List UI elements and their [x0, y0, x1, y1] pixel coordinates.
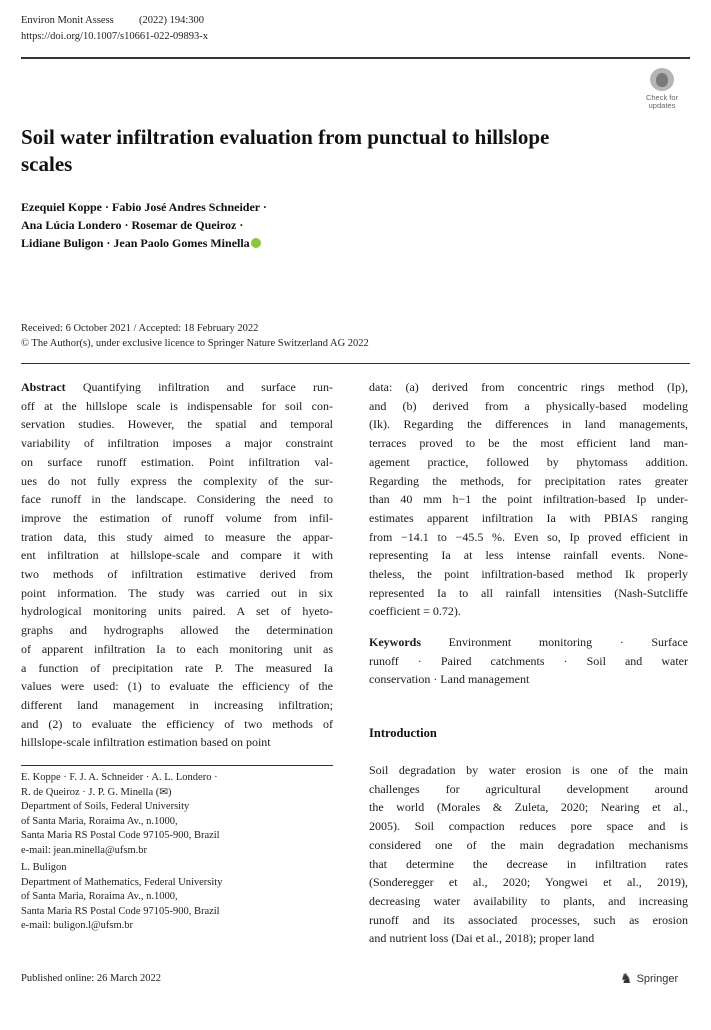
journal-volume: (2022) 194:300 — [139, 15, 205, 26]
section-rule — [21, 363, 690, 364]
affiliation-line: R. de Queiroz · J. P. G. Minella (✉) — [21, 786, 172, 798]
abstract-line: (Ik). Regarding the differences in land managements, — [369, 417, 688, 432]
abstract-line: point information. The study was carried out in six — [21, 585, 333, 600]
article-title: Soil water infiltration evaluation from punctual to hillslope scales — [21, 125, 550, 176]
introduction-line: (Sonderegger et al., 2020; Yongwei et al., 2019), — [369, 875, 688, 890]
check-for-updates-icon — [650, 68, 674, 91]
abstract-line: improve the estimation of runoff volume from infil- — [21, 510, 333, 525]
keywords-line-text: Environment monitoring · Surface — [448, 635, 688, 649]
springer-logo — [620, 970, 678, 987]
abstract-right-column — [369, 378, 688, 621]
affiliation-line: Santa Maria RS Postal Code 97105-900, Brazil — [21, 830, 220, 841]
affiliation-line: Department of Soils, Federal University — [21, 801, 190, 812]
abstract-line: of apparent infiltration Ia to each monitoring unit as — [21, 641, 333, 656]
abstract-label: Abstract — [21, 380, 66, 394]
footnote-rule — [21, 765, 333, 766]
orcid-icon[interactable] — [251, 238, 261, 248]
affiliation-line: of Santa Maria, Roraima Av., n.1000, — [21, 891, 178, 902]
introduction-line: 2005). Soil compaction reduces pore space and is — [369, 819, 688, 834]
abstract-line: represented Ia to all rainfall intensities (Nash-Sutcliffe — [369, 585, 688, 600]
journal-name: Environ Monit Assess — [21, 15, 114, 26]
abstract-line: hydrological monitoring units paired. A set of hyeto- — [21, 604, 333, 619]
keywords-line — [369, 633, 688, 652]
published-online: Published online: 26 March 2022 — [21, 973, 161, 984]
abstract-line: face runoff in the landscape. Considering the need to — [21, 492, 333, 507]
author-line: Ezequiel Koppe · Fabio José Andres Schneider · — [21, 200, 267, 214]
abstract-line: estimates apparent infiltration Ia with PBIAS ranging — [369, 510, 688, 525]
journal-header — [21, 14, 204, 28]
abstract-line: theless, the point infiltration-based method Ik properly — [369, 567, 688, 582]
affiliation-line: of Santa Maria, Roraima Av., n.1000, — [21, 815, 178, 827]
author-list — [21, 198, 267, 252]
keywords — [369, 633, 688, 689]
abstract-line: off at the hillslope scale is indispensable for soil con- — [21, 398, 333, 413]
abstract-line: terraces proved to be the most efficient land man- — [369, 436, 688, 451]
introduction-line: and nutrient loss (Dai et al., 2018); proper land — [369, 931, 595, 946]
abstract-line: different land management in increasing infiltration; — [21, 697, 333, 712]
abstract-line: Regarding the methods, for precipitation rates greater — [369, 473, 688, 488]
badge-line1: Check for — [645, 93, 679, 102]
abstract-line: ues do not fully express the complexity of the sur- — [21, 473, 333, 488]
abstract-line: graphs and hydrographs allowed the determination — [21, 623, 333, 638]
publisher-name: Springer — [636, 972, 679, 985]
abstract-line: and (2) to evaluate the efficiency of two methods of — [21, 716, 333, 731]
abstract-line: than 40 mm h−1 the point infiltration-based Ip under- — [369, 492, 688, 507]
abstract-line: variability of infiltration imposes a major constraint — [21, 436, 333, 451]
introduction-line: considered one of the main degradation mechanisms — [369, 837, 688, 852]
abstract-line: agement practice, followed by phytomass addition. — [369, 454, 688, 469]
author-line: Ana Lúcia Londero · Rosemar de Queiroz · — [21, 218, 244, 232]
introduction-text — [369, 761, 688, 948]
copyright-line: © The Author(s), under exclusive licence to Springer Nature Switzerland AG 2022 — [21, 338, 369, 349]
introduction-line: the world (Morales & Zuleta, 2020; Nearing et al., — [369, 800, 688, 815]
keywords-line: conservation · Land management — [369, 672, 530, 687]
abstract-line-text: Quantifying infiltration and surface run- — [82, 380, 333, 394]
affiliation-line: L. Buligon — [21, 862, 67, 873]
abstract-line: two methods of infiltration estimative derived from — [21, 567, 333, 582]
introduction-line: decreasing water availability to plants, and increasing — [369, 893, 688, 908]
keywords-label: Keywords — [369, 635, 421, 649]
introduction-line: runoff and its associated processes, such as erosion — [369, 912, 688, 927]
springer-horse-icon: ♞ — [620, 970, 633, 986]
keywords-line: runoff · Paired catchments · Soil and water — [369, 653, 688, 668]
abstract-left-column — [21, 378, 333, 752]
affiliation-block-1 — [21, 771, 220, 858]
abstract-line: representing Ia at less intense rainfall events. None- — [369, 548, 688, 563]
abstract-line: on surface runoff estimation. Point infiltration val- — [21, 454, 333, 469]
abstract-line: values were used: (1) to evaluate the efficiency of the — [21, 679, 333, 694]
affiliation-block-2 — [21, 861, 222, 934]
affiliation-line: Department of Mathematics, Federal University — [21, 876, 223, 888]
abstract-line: data: (a) derived from concentric rings method (Ip), — [369, 380, 688, 394]
abstract-line: tration data, this study aimed to measure the appar- — [21, 529, 333, 544]
introduction-heading: Introduction — [369, 726, 437, 740]
abstract-line: coefficient = 0.72). — [369, 604, 461, 619]
abstract-line: hillslope-scale infiltration estimation based on point — [21, 735, 271, 750]
doi-link[interactable]: https://doi.org/10.1007/s10661-022-09893-x — [21, 31, 209, 42]
author-line: Lidiane Buligon · Jean Paolo Gomes Minella — [21, 234, 267, 252]
received-accepted: Received: 6 October 2021 / Accepted: 18 February 2022 — [21, 323, 259, 334]
abstract-line: a function of precipitation rate P. The measured Ia — [21, 660, 333, 675]
header-rule — [21, 57, 690, 59]
affiliation-line: E. Koppe · F. J. A. Schneider · A. L. Londero · — [21, 772, 218, 783]
badge-line2: updates — [648, 101, 676, 110]
introduction-line: challenges for agricultural development around — [369, 781, 688, 796]
abstract-line: and (b) derived from a physically-based modeling — [369, 398, 688, 413]
affiliation-line[interactable]: e-mail: buligon.l@ufsm.br — [21, 920, 134, 931]
abstract-line — [21, 378, 333, 397]
introduction-line: that determine the decrease in infiltration rates — [369, 856, 688, 871]
affiliation-line: Santa Maria RS Postal Code 97105-900, Brazil — [21, 905, 220, 917]
abstract-line: servation studies. However, the spatial and temporal — [21, 417, 333, 432]
abstract-line: from −14.1 to −45.5 %. Even so, Ip proved efficient in — [369, 529, 688, 544]
check-for-updates-badge[interactable] — [638, 68, 686, 110]
abstract-line: ent infiltration at hillslope-scale and compare it with — [21, 548, 333, 563]
affiliation-line[interactable]: e-mail: jean.minella@ufsm.br — [21, 844, 148, 856]
introduction-line: Soil degradation by water erosion is one of the main — [369, 763, 688, 777]
article-dates — [21, 321, 369, 351]
